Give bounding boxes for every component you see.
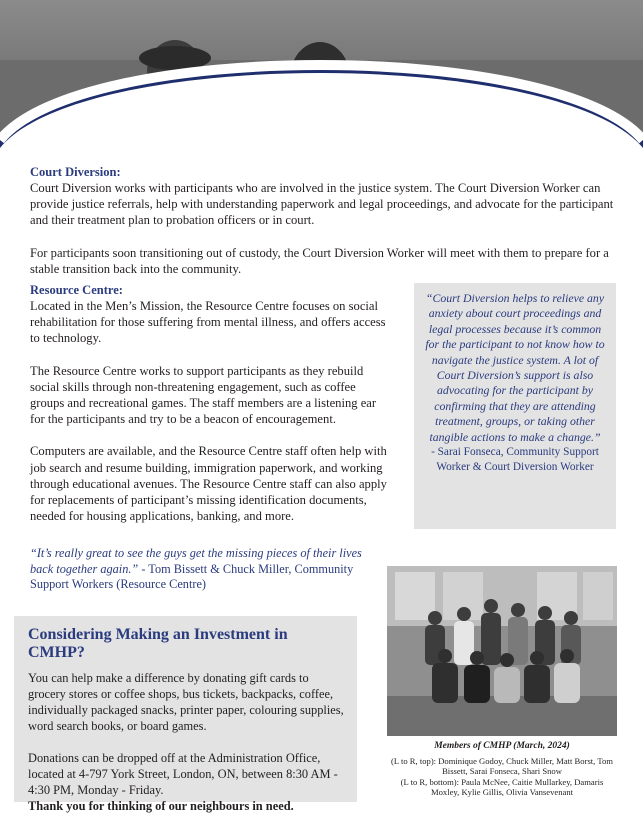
group-photo-caption-top: (L to R, top): Dominique Godoy, Chuck Miller, Matt Borst, Tom Bissett, Sarai Fonseca, Shari Snow bbox=[391, 756, 613, 777]
court-diversion-paragraph-2: For participants soon transitioning out of custody, the Court Diversion Worker will meet with them to prepare for a stable transition back into the community. bbox=[30, 245, 609, 276]
header-photo-band bbox=[0, 0, 643, 160]
investment-title: Considering Making an Investment in CMHP? bbox=[28, 626, 288, 661]
investment-thanks: Thank you for thinking of our neighbours in need. bbox=[28, 799, 294, 813]
investment-paragraph-2 bbox=[28, 750, 345, 814]
resource-centre-paragraph-1: Located in the Men’s Mission, the Resource Centre focuses on social rehabilitation for those suffering from mental illness, and offers access to technology. bbox=[30, 299, 386, 346]
resource-centre-quote bbox=[30, 546, 375, 593]
court-diversion-paragraph-1: Court Diversion works with participants who are involved in the justice system. The Court Diversion Worker can provide justice referrals, help with understanding paperwork and legal proceedings, and advocate for the participant and their treatment plan to probation officers or in court. bbox=[30, 181, 614, 228]
resource-centre-title: Resource Centre: bbox=[30, 283, 123, 297]
group-photo-caption bbox=[387, 756, 617, 797]
investment-dropoff-text: Donations can be dropped off at the Administration Office, located at 4-797 York Street, London, ON, between 8:30 AM - 4:30 PM, Monday - Friday. bbox=[28, 751, 338, 797]
resource-centre-paragraph-3: Computers are available, and the Resource Centre staff often help with job search and resume building, immigration paperwork, and working through educational avenues. The Resource Centre staff can also apply for replacements of participant’s missing identification documents, needed for housing applications, banking, and more. bbox=[30, 444, 387, 524]
resource-centre-quote-attribution: - Tom Bissett & Chuck Miller, Community Support Workers (Resource Centre) bbox=[30, 561, 354, 591]
header-photo bbox=[0, 0, 643, 160]
investment-paragraph-1: You can help make a difference by donating gift cards to grocery stores or coffee shops, bus tickets, backpacks, coffee, individually packaged snacks, printer paper, colouring supplies, word search books, or board games. bbox=[28, 671, 344, 733]
resource-centre-quote-text: “It’s really great to see the guys get the missing pieces of their lives back together again.” bbox=[30, 546, 362, 576]
court-diversion-section bbox=[30, 165, 618, 277]
court-diversion-quote-attribution: - Sarai Fonseca, Community Support Worker & Court Diversion Worker bbox=[431, 446, 599, 474]
court-diversion-quote-text: “Court Diversion helps to relieve any anxiety about court proceedings and legal processes because it’s common for the participant to not know how to navigate the justice system. A lot of Court Diversion’s support is also advocating for the participant by confirming that they are attending treatment, groups, or taking other tangible actions to make a change.” bbox=[425, 291, 605, 444]
court-diversion-title: Court Diversion: bbox=[30, 165, 121, 179]
group-photo bbox=[387, 566, 617, 736]
group-photo-caption-title: Members of CMHP (March, 2024) bbox=[434, 741, 570, 751]
investment-box bbox=[14, 616, 357, 813]
resource-centre-paragraph-2: The Resource Centre works to support participants as they rebuild social skills through non-threatening engagement, such as coffee groups and recreational games. The staff members are a listening ear for the participants and try to be a beacon of encouragement. bbox=[30, 363, 377, 427]
resource-centre-section bbox=[30, 283, 390, 524]
court-diversion-quote-box bbox=[414, 283, 616, 529]
group-photo-caption-bottom: (L to R, bottom): Paula McNee, Caitie Mullarkey, Damaris Moxley, Kylie Gillis, Olivia Vansevenant bbox=[400, 776, 604, 797]
